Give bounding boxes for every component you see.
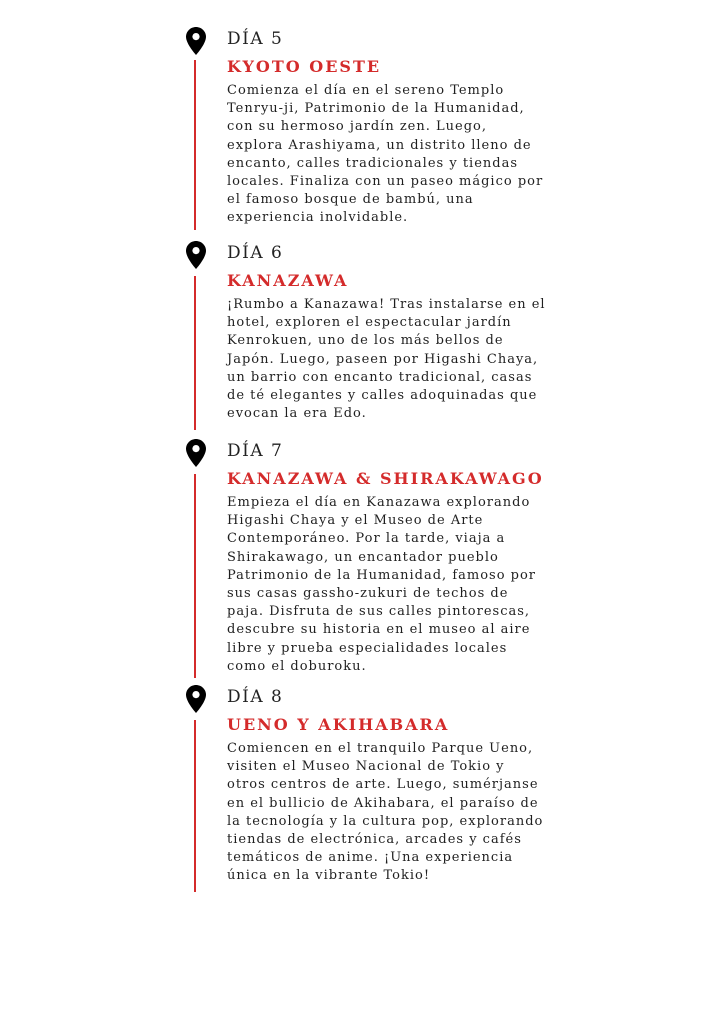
day-title: KYOTO OESTE <box>227 57 382 76</box>
day-title: KANAZAWA <box>227 271 349 290</box>
day-title: KANAZAWA & SHIRAKAWAGO <box>227 469 544 488</box>
day-description: Empieza el día en Kanazawa explorando Higashi Chaya y el Museo de Arte Contemporáneo. Por la tarde, viaja a Shirakawago, un encantador pueblo Patrimonio de la Humanidad, famoso por sus casas gassho-zukuri de techos de paja. Disfruta de sus calles pintorescas, descubre su historia en el museo al aire libre y prueba especialidades locales como el doburoku. <box>227 495 537 674</box>
day-label: DÍA 7 <box>227 441 284 461</box>
day-description: ¡Rumbo a Kanazawa! Tras instalarse en el hotel, exploren el espectacular jardín Kenrokuen, uno de los más bellos de Japón. Luego, paseen por Higashi Chaya, un barrio con encanto tradicional, casas de té elegantes y calles adoquinadas que evocan la era Edo. <box>227 297 546 422</box>
timeline-line <box>194 474 196 678</box>
map-pin-icon <box>186 685 206 713</box>
day-description: Comiencen en el tranquilo Parque Ueno, visiten el Museo Nacional de Tokio y otros centros de arte. Luego, sumérjanse en el bullicio de Akihabara, el paraíso de la tecnología y la cultura pop, explorando tiendas de electrónica, arcades y cafés temáticos de anime. ¡Una experiencia única en la vibrante Tokio! <box>227 741 544 884</box>
map-pin-icon <box>186 439 206 467</box>
day-label: DÍA 5 <box>227 29 284 49</box>
timeline-line <box>194 720 196 892</box>
map-pin-icon <box>186 241 206 269</box>
timeline-line <box>194 60 196 230</box>
day-label: DÍA 8 <box>227 687 284 707</box>
day-title: UENO Y AKIHABARA <box>227 715 450 734</box>
day-description: Comienza el día en el sereno Templo Tenryu-ji, Patrimonio de la Humanidad, con su hermoso jardín zen. Luego, explora Arashiyama, un distrito lleno de encanto, calles tradicionales y tiendas locales. Finaliza con un paseo mágico por el famoso bosque de bambú, una experiencia inolvidable. <box>227 83 544 226</box>
timeline-line <box>194 276 196 430</box>
day-label: DÍA 6 <box>227 243 284 263</box>
map-pin-icon <box>186 27 206 55</box>
